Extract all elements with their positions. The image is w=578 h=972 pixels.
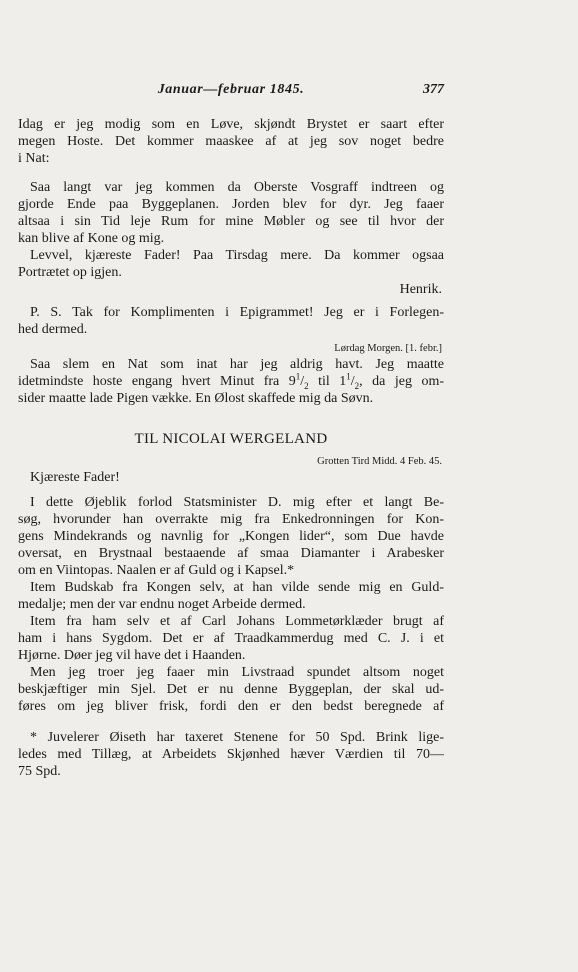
text-line: Hjørne. Døer jeg vil have det i Haanden.: [18, 648, 246, 663]
text-line: kan blive af Kone og mig.: [18, 231, 165, 246]
text-fragment: idetmindste hoste engang hvert Minut fra 9: [18, 374, 296, 389]
footnote: [18, 729, 444, 780]
running-head: [18, 80, 444, 100]
text-line: medalje; men der var endnu noget Arbeide dermed.: [18, 597, 306, 612]
postscript: [18, 304, 444, 338]
text-line: Saa slem en Nat som inat har jeg aldrig havt. Jeg maatte: [30, 357, 444, 372]
fraction-numerator: 1: [346, 371, 351, 382]
text-line: Item Budskab fra Kongen selv, at han vilde sende mig en Guld-: [30, 580, 444, 595]
text-line: Saa langt var jeg kommen da Oberste Vosgraff indtreen og: [30, 180, 444, 195]
text-line: oversat, en Brystnaal bestaaende af smaa Diamanter i Arabesker: [18, 546, 444, 561]
text-line: Men jeg troer jeg faaer min Livstraad spundet altsom noget: [30, 665, 444, 680]
page-number: 377: [423, 82, 444, 97]
fraction-denominator: 2: [354, 380, 360, 391]
signature: Henrik.: [399, 282, 442, 297]
text-line: sider maatte lade Pigen vække. En Ølost skaffede mig da Søvn.: [18, 391, 374, 406]
text-line: megen Hoste. Det kommer maaskee af at jeg sov noget bedre: [18, 134, 444, 149]
paragraph: [18, 116, 444, 167]
running-title: Januar—februar 1845.: [157, 82, 305, 97]
dateline: Lørdag Morgen. [1. febr.]: [334, 343, 442, 354]
paragraph: [18, 613, 444, 664]
text-line: * Juvelerer Øiseth har taxeret Stenene for 50 Spd. Brink lige-: [30, 730, 444, 745]
paragraph: [18, 664, 444, 715]
salutation: Kjæreste Fader!: [30, 470, 120, 485]
text-fragment: , da jeg om-: [359, 374, 444, 389]
text-line: P. S. Tak for Komplimenten i Epigrammet! Jeg er i Forlegen-: [30, 305, 444, 320]
paragraph: [18, 494, 444, 579]
text-line: I dette Øjeblik forlod Statsminister D. mig efter et langt Be-: [30, 495, 444, 510]
text-line: ham i hans Sygdom. Det er af Traadkammerdug med C. J. i et: [18, 631, 444, 646]
text-line: idetmindste hoste engang hvert Minut fra $9^1/_2$ til $1^1/_2$, da jeg om-: [18, 371, 444, 391]
section-title: TIL NICOLAI WERGELAND: [134, 431, 328, 447]
fraction-numerator: 1: [295, 371, 301, 382]
letter-body: [18, 116, 444, 780]
paragraph: [18, 356, 444, 407]
text-line: om en Viintopas. Naalen er af Guld og i Kapsel.*: [18, 563, 295, 578]
fraction-denominator: 2: [304, 380, 309, 391]
paragraph: [18, 179, 444, 247]
text-line: Levvel, kjæreste Fader! Paa Tirsdag mere. Da kommer ogsaa: [30, 248, 444, 263]
text-line: gjorde Ende paa Byggeplanen. Jorden blev for dyr. Jeg faaer: [18, 197, 444, 212]
text-line: gens Mindekrands og navnlig for „Kongen lider“, som Due havde: [18, 529, 444, 544]
text-line: Item fra ham selv et af Carl Johans Lommetørklæder brugt af: [30, 614, 444, 629]
text-line: hed dermed.: [18, 322, 88, 337]
paragraph: [18, 579, 444, 613]
text-line: føres om jeg bliver frisk, fordi den er den bedst beregnede af: [18, 699, 444, 714]
text-line: 75 Spd.: [18, 764, 61, 779]
paragraph: [18, 247, 444, 281]
text-line: altsaa i sin Tid leje Rum for mine Møbler og see til hvor der: [18, 214, 444, 229]
text-line: søg, hvorunder han overrakte mig fra Enkedronningen for Kon-: [18, 512, 444, 527]
text-fragment: til 1: [308, 374, 347, 389]
text-line: ledes med Tillæg, at Arbeidets Skjønhed hæver Værdien til 70—: [18, 747, 444, 762]
dateline: Grotten Tird Midd. 4 Feb. 45.: [317, 456, 442, 467]
text-line: beskjæftiger min Sjel. Det er nu denne Byggeplan, der skal ud-: [18, 682, 444, 697]
text-line: i Nat:: [18, 151, 50, 166]
text-line: Portrætet op igjen.: [18, 265, 122, 280]
text-line: Idag er jeg modig som en Løve, skjøndt Brystet er saart efter: [18, 117, 444, 132]
